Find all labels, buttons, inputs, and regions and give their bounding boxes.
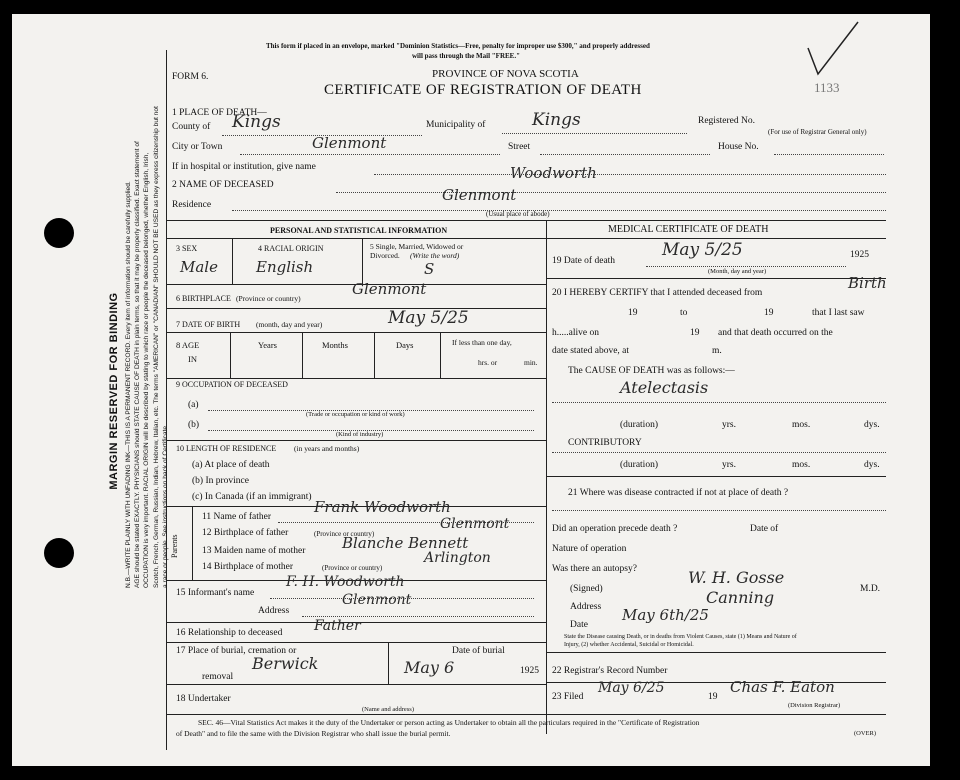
father-birthplace-label: 12 Birthplace of father (202, 528, 289, 538)
margin-note-line: N.B.—WRITE PLAINLY WITH UNFADING INK—THIS IS A PERMANENT RECORD. Every item of information should be carefully supplied. (125, 181, 132, 588)
abode-note: (Usual place of abode) (486, 210, 550, 218)
marital-note: (Write the word) (410, 251, 460, 260)
street-label: Street (508, 142, 531, 152)
hospital-label: If in hospital or institution, give name (172, 162, 316, 172)
age-years: Years (258, 340, 277, 350)
dob-note: (month, day and year) (256, 320, 323, 329)
registrar-record-label: 22 Registrar's Record Number (552, 666, 668, 676)
certify-19b: 19 (764, 308, 774, 318)
certificate-page (12, 14, 930, 766)
deceased-name: Woodworth (510, 164, 597, 182)
signed-value: W. H. Gosse (688, 568, 785, 587)
contributory-yrs: yrs. (722, 460, 736, 470)
contributory-label: CONTRIBUTORY (568, 438, 642, 448)
registrar-general-note: (For use of Registrar General only) (768, 128, 867, 136)
place-of-death-label: 1 PLACE OF DEATH— (172, 108, 267, 118)
operation-label: Did an operation precede death ? (552, 524, 678, 534)
certify-to: to (680, 308, 688, 318)
margin-note-line: a race or people. See instructions on back of Certificate. (161, 424, 169, 588)
division-registrar-note: (Division Registrar) (788, 702, 841, 709)
contributory-duration: (duration) (620, 460, 658, 470)
father-value: Frank Woodworth (314, 498, 451, 516)
contributory-line (552, 452, 886, 453)
hospital-line (374, 174, 886, 175)
county-label: County of (172, 122, 211, 132)
time-m: m. (712, 346, 722, 356)
death-date-value: May 5/25 (662, 240, 743, 260)
parents-divider (192, 506, 193, 580)
residence-length-note: (in years and months) (294, 444, 360, 453)
informant-address-line (302, 616, 534, 617)
city-value: Glenmont (312, 134, 387, 152)
age-less-day: If less than one day, (452, 338, 512, 347)
informant-value: F. H. Woodworth (286, 574, 405, 590)
age-hrs: hrs. or (478, 358, 498, 367)
contributory-mos: mos. (792, 460, 811, 470)
county-value: Kings (232, 112, 281, 132)
filed-value: May 6/25 (598, 680, 665, 696)
nature-label: Nature of operation (552, 544, 627, 554)
sex-divider (232, 238, 233, 284)
death-date-note: (Month, day and year) (708, 268, 767, 275)
row-line (546, 476, 886, 477)
signed-label: (Signed) (570, 584, 603, 594)
burial-year: 1925 (520, 666, 539, 676)
deceased-label: 2 NAME OF DECEASED (172, 180, 274, 190)
street-line (540, 154, 710, 155)
personal-header-line (166, 238, 546, 239)
personal-header: PERSONAL AND STATISTICAL INFORMATION (270, 226, 448, 235)
undertaker-label: 18 Undertaker (176, 694, 231, 704)
margin-note-block (124, 48, 170, 588)
certify-label: 20 I HEREBY CERTIFY that I attended deceased from (552, 288, 763, 298)
age-divider (302, 332, 303, 378)
row-line (546, 652, 886, 653)
marital-label-2: Divorced. (370, 251, 400, 260)
city-line (240, 154, 500, 155)
mother-value: Blanche Bennett (342, 534, 469, 552)
informant-address-label: Address (258, 606, 290, 616)
relationship-value: Father (314, 618, 361, 634)
footer-divider (166, 714, 886, 715)
envelope-note-1: This form if placed in an envelope, marked "Dominion Statistics—Free, penalty for improper use $300," and properly addressed (266, 42, 650, 50)
cause-dys: dys. (864, 420, 880, 430)
operation-date-of: Date of (750, 524, 779, 534)
residence-line (232, 210, 886, 211)
birthplace-note: (Province or country) (236, 294, 301, 303)
margin-binding-label: MARGIN RESERVED FOR BINDING (108, 292, 120, 490)
death-date-label: 19 Date of death (552, 256, 616, 266)
residence-in-province: (b) In province (192, 476, 249, 486)
sex-label: 3 SEX (176, 244, 198, 253)
age-months: Months (322, 340, 348, 350)
row-line (546, 682, 886, 683)
row-line (166, 684, 546, 685)
municipality-line (502, 133, 687, 134)
checkmark-icon (802, 18, 862, 78)
form-left-border (166, 50, 167, 750)
margin-instructions (108, 266, 120, 516)
house-no-label: House No. (718, 142, 759, 152)
medical-header: MEDICAL CERTIFICATE OF DEATH (608, 224, 769, 235)
racial-origin-label: 4 RACIAL ORIGIN (258, 244, 324, 253)
cause-duration: (duration) (620, 420, 658, 430)
column-divider (546, 220, 547, 734)
informant-address-value: Glenmont (342, 592, 412, 608)
informant-label: 15 Informant's name (176, 588, 255, 598)
house-line (774, 154, 884, 155)
burial-date-label: Date of burial (452, 646, 505, 656)
autopsy-label: Was there an autopsy? (552, 564, 637, 574)
med-address-value: Canning (706, 588, 775, 607)
occupation-b-note: (Kind of industry) (336, 431, 384, 438)
medical-header-line (546, 238, 886, 239)
footer-line-1: SEC. 46—Vital Statistics Act makes it the duty of the Undertaker or person acting as Undertaker to obtain all the particulars required in the "Certificate of Registration (198, 718, 700, 727)
footer-line-2: of Death" and to file the same with the Division Registrar who shall issue the burial permit. (176, 729, 451, 738)
certify-19: 19 (628, 308, 638, 318)
burial-divider (388, 642, 389, 684)
registration-stamp-number: 1133 (814, 80, 840, 95)
age-label-1: 8 AGE (176, 340, 200, 350)
violent-note-1: State the Disease causing Death, or in deaths from Violent Causes, state (1) Means and Nature of (564, 634, 797, 640)
occupation-a-note: (Trade or occupation or kind of work) (306, 411, 405, 418)
registrar-signature: Chas F. Eaton (730, 678, 835, 696)
row-line (546, 278, 886, 279)
racial-divider (362, 238, 363, 284)
birthplace-value: Glenmont (352, 280, 427, 298)
form-number: FORM 6. (172, 72, 209, 82)
cause-yrs: yrs. (722, 420, 736, 430)
section-divider (166, 220, 886, 221)
mother-birthplace-value: Arlington (424, 550, 491, 566)
age-label-2: IN (188, 354, 197, 364)
signed-md: M.D. (860, 584, 881, 594)
mother-birthplace-note: (Province or country) (322, 564, 383, 572)
residence-in-canada: (c) In Canada (if an immigrant) (192, 492, 312, 502)
marital-value: S (424, 260, 435, 278)
cert-date-label: Date (570, 620, 588, 630)
age-divider (230, 332, 231, 378)
father-birthplace-note: (Province or country) (314, 530, 375, 538)
row-line (166, 642, 546, 643)
alive-on: h.....alive on (552, 328, 599, 338)
registered-no-label: Registered No. (698, 116, 755, 126)
margin-note-line: Scotch, French, German, Russian, Indian, Hebrew, Italian, etc. The terms "AMERICAN" or "CANADIAN" SHOULD NOT BE USED as they express citizenship but not (152, 106, 160, 588)
cause-line (552, 402, 886, 403)
age-days: Days (396, 340, 414, 350)
violent-note-2: Injury, (2) whether Accidental, Suicidal or Homicidal. (564, 642, 694, 648)
burial-place-value: Berwick (252, 654, 319, 673)
death-occurred: and that death occurred on the (718, 328, 833, 338)
deceased-line (336, 192, 886, 193)
residence-length-label: 10 LENGTH OF RESIDENCE (176, 444, 277, 453)
envelope-note-2: will pass through the Mail "FREE." (412, 52, 520, 60)
row-line (166, 440, 546, 441)
dob-value: May 5/25 (388, 308, 469, 328)
date-stated: date stated above, at (552, 346, 630, 356)
certify-from-value: Birth (848, 274, 887, 292)
province-title: PROVINCE OF NOVA SCOTIA (432, 68, 579, 80)
age-min: min. (524, 358, 538, 367)
age-divider (374, 332, 375, 378)
occupation-label: 9 OCCUPATION OF DECEASED (176, 380, 288, 389)
row-line (166, 332, 546, 333)
mother-birthplace-label: 14 Birthplace of mother (202, 562, 294, 572)
death-date-year: 1925 (850, 250, 869, 260)
last-saw: that I last saw (812, 308, 865, 318)
racial-origin-value: English (256, 258, 314, 276)
residence-label: Residence (172, 200, 212, 210)
row-line (166, 378, 546, 379)
page-title: CERTIFICATE OF REGISTRATION OF DEATH (324, 82, 642, 98)
dob-label: 7 DATE OF BIRTH (176, 320, 241, 329)
sex-value: Male (180, 258, 218, 276)
residence-value: Glenmont (442, 186, 517, 204)
contracted-line (552, 510, 886, 511)
father-birthplace-value: Glenmont (440, 516, 510, 532)
binding-hole-bottom (44, 538, 74, 568)
burial-place-label-2: removal (202, 672, 234, 682)
filed-label: 23 Filed (552, 692, 584, 702)
mother-label: 13 Maiden name of mother (202, 546, 306, 556)
parents-label: Parents (170, 534, 179, 558)
margin-note-line: OCCUPATION is very important. RACIAL ORIGIN will be described by stating to which race or people the deceased belonged, whether English, Irish, (143, 152, 151, 588)
municipality-value: Kings (532, 110, 581, 130)
cert-date-value: May 6th/25 (622, 606, 709, 624)
relationship-label: 16 Relationship to deceased (176, 628, 283, 638)
contributory-dys: dys. (864, 460, 880, 470)
city-label: City or Town (172, 142, 223, 152)
age-divider (440, 332, 441, 378)
occupation-b: (b) (188, 420, 200, 430)
cause-label: The CAUSE OF DEATH was as follows:— (568, 366, 735, 376)
cause-mos: mos. (792, 420, 811, 430)
filed-19: 19 (708, 692, 718, 702)
residence-at-place: (a) At place of death (192, 460, 270, 470)
med-address-label: Address (570, 602, 602, 612)
alive-19: 19 (690, 328, 700, 338)
burial-date-value: May 6 (404, 658, 455, 677)
municipality-label: Municipality of (426, 120, 486, 130)
occupation-a: (a) (188, 400, 199, 410)
footer-over: (OVER) (854, 730, 877, 737)
cause-value: Atelectasis (620, 378, 709, 397)
burial-place-label: 17 Place of burial, cremation or (176, 646, 297, 656)
binding-hole-top (44, 218, 74, 248)
marital-label-1: 5 Single, Married, Widowed or (370, 242, 464, 251)
death-date-line (646, 266, 846, 267)
undertaker-note: (Name and address) (362, 706, 414, 713)
row-line (166, 308, 546, 309)
margin-note-line: AGE should be stated EXACTLY. PHYSICIANS should STATE CAUSE OF DEATH in plain terms, so that it may be properly classified. Exact statement of (134, 141, 142, 588)
birthplace-label: 6 BIRTHPLACE (176, 294, 231, 303)
father-label: 11 Name of father (202, 512, 272, 522)
contracted-label: 21 Where was disease contracted if not at place of death ? (568, 488, 789, 498)
